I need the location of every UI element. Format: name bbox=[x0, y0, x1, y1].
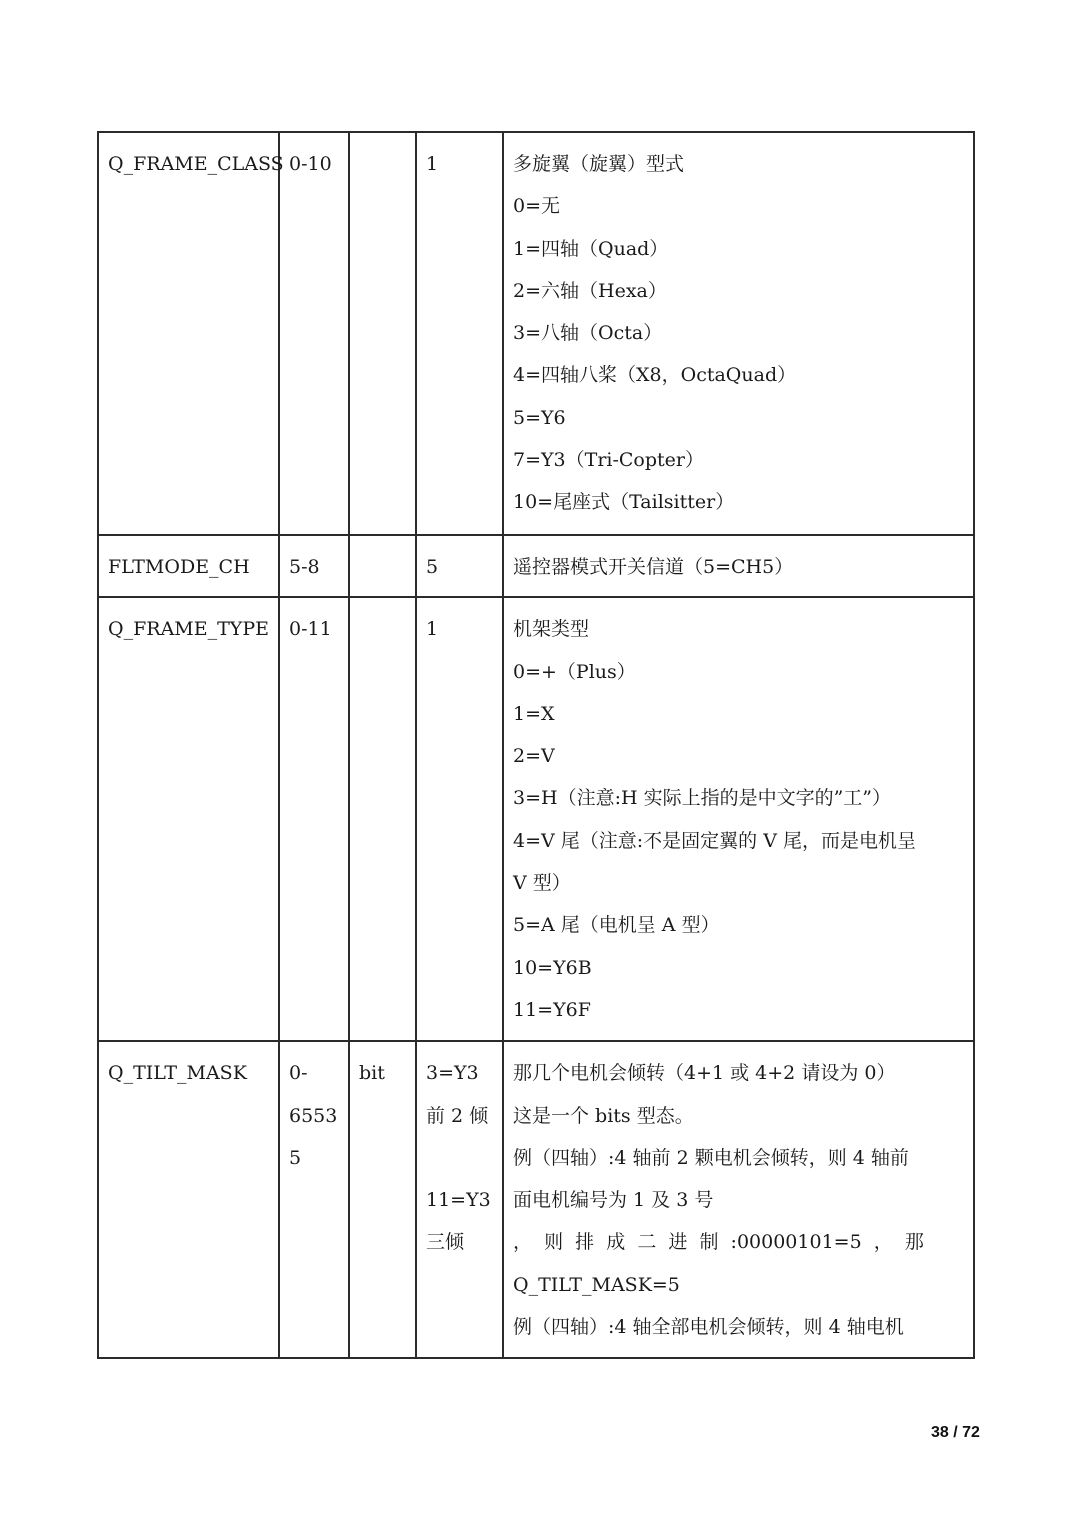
param-name: Q_FRAME_TYPE bbox=[108, 618, 269, 641]
param-default-cell bbox=[416, 132, 503, 535]
table-row bbox=[98, 535, 974, 597]
param-name-cell bbox=[98, 1041, 279, 1358]
param-range-cell bbox=[279, 597, 349, 1041]
param-name: Q_TILT_MASK bbox=[108, 1062, 247, 1085]
param-range-cell bbox=[279, 132, 349, 535]
param-range-cell bbox=[279, 535, 349, 597]
param-default-cell bbox=[416, 1041, 503, 1358]
desc-line: 这是一个 bits 型态。 bbox=[513, 1104, 694, 1127]
param-default-line: 三倾 bbox=[426, 1231, 465, 1254]
page-number: 38 / 72 bbox=[931, 1424, 980, 1441]
param-default-cell bbox=[416, 597, 503, 1041]
param-range: 0-10 bbox=[289, 153, 332, 175]
desc-line: 那几个电机会倾转（4+1 或 4+2 请设为 0） bbox=[513, 1062, 896, 1085]
param-unit-cell bbox=[349, 535, 416, 597]
desc-line: 10=Y6B bbox=[513, 956, 592, 979]
desc-line: 例（四轴）:4 轴全部电机会倾转，则 4 轴电机 bbox=[513, 1316, 904, 1339]
param-desc-cell bbox=[503, 535, 974, 597]
desc-line: 4=四轴八桨（X8，OctaQuad） bbox=[513, 364, 797, 387]
desc-line: 5=A 尾（电机呈 A 型） bbox=[513, 914, 720, 937]
param-desc-cell bbox=[503, 597, 974, 1041]
spacer bbox=[426, 1137, 494, 1179]
param-default-line: 11=Y3 bbox=[426, 1188, 491, 1211]
param-range-line: 6553 bbox=[289, 1104, 338, 1127]
param-unit: bit bbox=[359, 1062, 385, 1085]
param-unit-cell bbox=[349, 597, 416, 1041]
desc-line: 1=四轴（Quad） bbox=[513, 237, 669, 260]
desc-line: ， 则 排 成 二 进 制 :00000101=5 ， 那 bbox=[513, 1231, 924, 1254]
param-default: 5 bbox=[426, 556, 439, 578]
param-unit-cell bbox=[349, 1041, 416, 1358]
param-desc-cell bbox=[503, 132, 974, 535]
param-desc-cell bbox=[503, 1041, 974, 1358]
desc-line: 5=Y6 bbox=[513, 406, 566, 429]
desc-line: 4=V 尾（注意:不是固定翼的 V 尾，而是电机呈 bbox=[513, 829, 916, 852]
param-name-cell bbox=[98, 132, 284, 535]
param-name-cell bbox=[98, 535, 279, 597]
table-row bbox=[98, 132, 974, 535]
desc-line: 10=尾座式（Tailsitter） bbox=[513, 491, 735, 514]
desc-line: Q_TILT_MASK=5 bbox=[513, 1273, 680, 1296]
param-range-cell bbox=[279, 1041, 349, 1358]
desc-line: 例（四轴）:4 轴前 2 颗电机会倾转，则 4 轴前 bbox=[513, 1146, 909, 1169]
desc-line: 遥控器模式开关信道（5=CH5） bbox=[513, 556, 794, 578]
desc-line: 0=无 bbox=[513, 195, 561, 218]
param-default-line: 3=Y3 bbox=[426, 1062, 479, 1085]
desc-line: 3=八轴（Octa） bbox=[513, 322, 663, 345]
param-unit-cell bbox=[349, 132, 416, 535]
desc-line: V 型） bbox=[513, 872, 571, 895]
param-range: 0-11 bbox=[289, 618, 332, 641]
desc-line: 2=六轴（Hexa） bbox=[513, 279, 667, 302]
param-default-line: 前 2 倾 bbox=[426, 1104, 489, 1127]
param-default: 1 bbox=[426, 153, 439, 175]
param-range-line: 0- bbox=[289, 1062, 308, 1085]
param-name: Q_FRAME_CLASS bbox=[108, 153, 284, 175]
param-range-line: 5 bbox=[289, 1146, 302, 1169]
desc-line: 面电机编号为 1 及 3 号 bbox=[513, 1189, 714, 1212]
desc-line: 0=+（Plus） bbox=[513, 660, 636, 683]
param-range: 5-8 bbox=[289, 556, 320, 578]
param-name: FLTMODE_CH bbox=[108, 556, 250, 578]
table-row bbox=[98, 597, 974, 1041]
desc-line: 3=H（注意:H 实际上指的是中文字的”工”） bbox=[513, 787, 892, 810]
parameter-table bbox=[97, 131, 975, 1359]
desc-line: 2=V bbox=[513, 745, 555, 768]
table-row bbox=[98, 1041, 974, 1358]
desc-line: 机架类型 bbox=[513, 618, 590, 641]
param-default: 1 bbox=[426, 618, 439, 641]
desc-line: 7=Y3（Tri-Copter） bbox=[513, 449, 704, 472]
desc-line: 多旋翼（旋翼）型式 bbox=[513, 153, 685, 175]
desc-line: 11=Y6F bbox=[513, 998, 591, 1021]
param-name-cell bbox=[98, 597, 279, 1041]
desc-line: 1=X bbox=[513, 702, 555, 725]
param-default-cell bbox=[416, 535, 503, 597]
